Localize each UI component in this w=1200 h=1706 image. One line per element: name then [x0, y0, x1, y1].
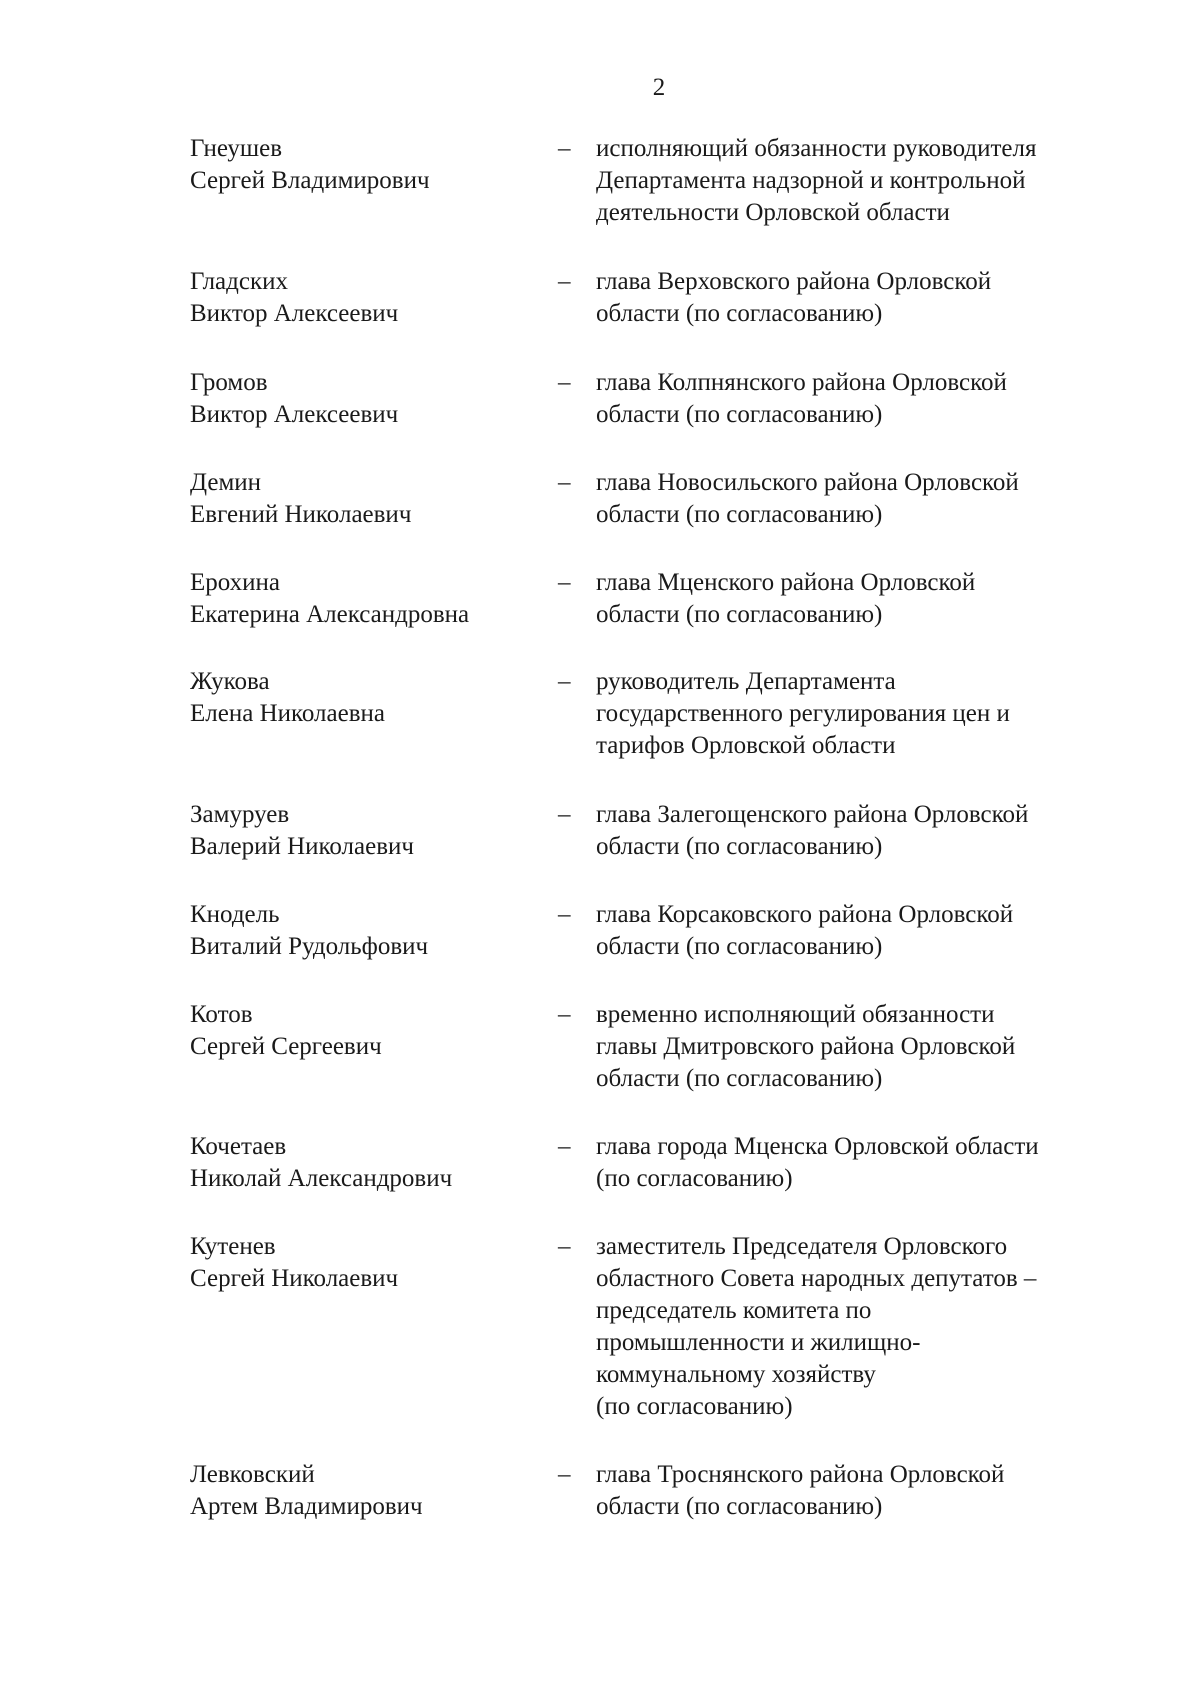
role-line: промышленности и жилищно- [596, 1329, 921, 1356]
member-name [190, 266, 520, 330]
role-line: главы Дмитровского района Орловской [596, 1033, 1016, 1060]
member-name [190, 999, 520, 1063]
role-line: глава Залегощенского района Орловской [596, 801, 1029, 828]
member-name [190, 367, 520, 431]
role-line: председатель комитета по [596, 1297, 872, 1324]
role-line: области (по согласованию) [596, 833, 883, 860]
member-given-name: Екатерина Александровна [190, 601, 470, 628]
member-surname: Левковский [190, 1461, 315, 1488]
member-given-name: Виктор Алексеевич [190, 300, 399, 327]
role-line: области (по согласованию) [596, 933, 883, 960]
member-name [190, 467, 520, 531]
role-line: глава Мценского района Орловской [596, 569, 976, 596]
role-line: тарифов Орловской области [596, 732, 896, 759]
role-line: области (по согласованию) [596, 601, 883, 628]
member-role [596, 1459, 1116, 1523]
member-role [596, 666, 1116, 762]
member-role [596, 266, 1116, 330]
member-given-name: Елена Николаевна [190, 700, 385, 727]
member-role [596, 567, 1116, 631]
role-line: глава Новосильского района Орловской [596, 469, 1019, 496]
member-name [190, 666, 520, 730]
member-name [190, 899, 520, 963]
member-surname: Котов [190, 1001, 253, 1028]
member-surname: Громов [190, 369, 268, 396]
member-surname: Ерохина [190, 569, 281, 596]
dash-separator: – [558, 1233, 571, 1260]
member-given-name: Виктор Алексеевич [190, 401, 399, 428]
member-surname: Гладских [190, 268, 288, 295]
member-given-name: Валерий Николаевич [190, 833, 414, 860]
member-role [596, 1131, 1116, 1195]
member-name [190, 1231, 520, 1295]
dash-separator: – [558, 569, 571, 596]
dash-separator: – [558, 469, 571, 496]
member-role [596, 467, 1116, 531]
member-given-name: Евгений Николаевич [190, 501, 412, 528]
member-given-name: Сергей Николаевич [190, 1265, 399, 1292]
role-line: областного Совета народных депутатов – [596, 1265, 1037, 1292]
member-role [596, 367, 1116, 431]
member-given-name: Николай Александрович [190, 1165, 453, 1192]
member-given-name: Сергей Сергеевич [190, 1033, 382, 1060]
member-surname: Гнеушев [190, 135, 283, 162]
role-line: области (по согласованию) [596, 501, 883, 528]
role-line: (по согласованию) [596, 1393, 793, 1420]
dash-separator: – [558, 901, 571, 928]
role-line: глава Троснянского района Орловской [596, 1461, 1005, 1488]
role-line: Департамента надзорной и контрольной [596, 167, 1026, 194]
role-line: временно исполняющий обязанности [596, 1001, 995, 1028]
role-line: области (по согласованию) [596, 401, 883, 428]
role-line: коммунальному хозяйству [596, 1361, 876, 1388]
role-line: государственного регулирования цен и [596, 700, 1010, 727]
dash-separator: – [558, 801, 571, 828]
dash-separator: – [558, 369, 571, 396]
role-line: исполняющий обязанности руководителя [596, 135, 1037, 162]
role-line: руководитель Департамента [596, 668, 896, 695]
member-given-name: Артем Владимирович [190, 1493, 423, 1520]
member-role [596, 133, 1116, 229]
role-line: деятельности Орловской области [596, 199, 950, 226]
role-line: области (по согласованию) [596, 1493, 883, 1520]
role-line: области (по согласованию) [596, 1065, 883, 1092]
member-surname: Кнодель [190, 901, 280, 928]
member-role [596, 999, 1116, 1095]
role-line: глава города Мценска Орловской области [596, 1133, 1039, 1160]
dash-separator: – [558, 1133, 571, 1160]
role-line: (по согласованию) [596, 1165, 793, 1192]
dash-separator: – [558, 1001, 571, 1028]
dash-separator: – [558, 1461, 571, 1488]
page-number: 2 [652, 74, 666, 101]
member-name [190, 133, 520, 197]
member-role [596, 1231, 1116, 1423]
member-role [596, 799, 1116, 863]
member-surname: Кочетаев [190, 1133, 287, 1160]
member-given-name: Сергей Владимирович [190, 167, 430, 194]
role-line: глава Колпнянского района Орловской [596, 369, 1007, 396]
dash-separator: – [558, 268, 571, 295]
member-given-name: Виталий Рудольфович [190, 933, 429, 960]
member-name [190, 567, 520, 631]
member-surname: Кутенев [190, 1233, 276, 1260]
member-name [190, 1459, 520, 1523]
role-line: глава Верховского района Орловской [596, 268, 992, 295]
dash-separator: – [558, 668, 571, 695]
role-line: заместитель Председателя Орловского [596, 1233, 1008, 1260]
member-surname: Жукова [190, 668, 270, 695]
member-role [596, 899, 1116, 963]
member-surname: Демин [190, 469, 262, 496]
dash-separator: – [558, 135, 571, 162]
role-line: области (по согласованию) [596, 300, 883, 327]
member-name [190, 1131, 520, 1195]
member-name [190, 799, 520, 863]
member-surname: Замуруев [190, 801, 290, 828]
role-line: глава Корсаковского района Орловской [596, 901, 1014, 928]
